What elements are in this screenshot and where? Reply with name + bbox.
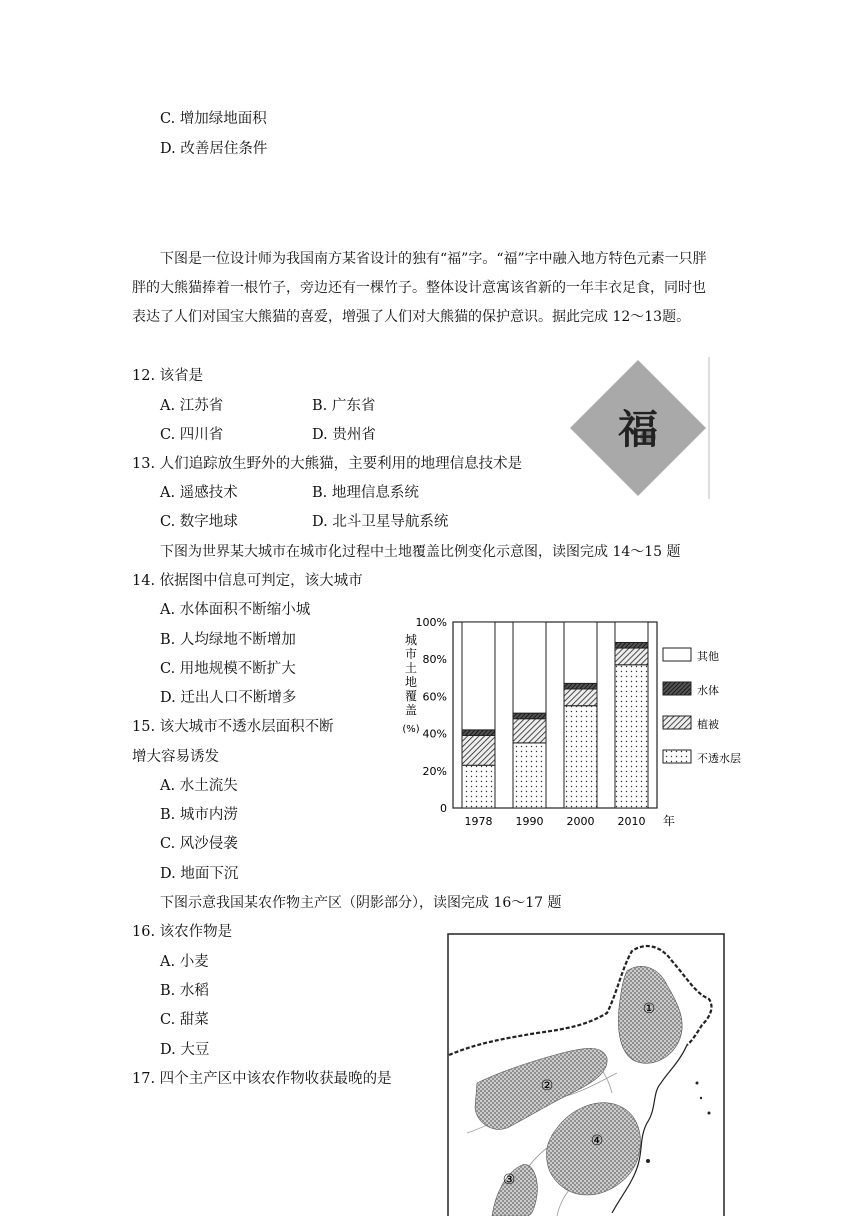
- chart-legend-label: 其他: [697, 650, 719, 663]
- chart-bar-1978-不透水层: [462, 765, 495, 808]
- chart-ylabel-char: 市: [404, 647, 418, 661]
- q15-stem-line1: 15. 该大城市不透水层面积不断: [132, 719, 334, 735]
- q15-stem-line2: 增大容易诱发: [132, 749, 219, 765]
- q15-option-d: D. 地面下沉: [160, 866, 239, 882]
- chart-xtick-label: 2000: [566, 815, 595, 828]
- q13-option-b: B. 地理信息系统: [312, 485, 419, 501]
- chart-legend-swatch: [663, 648, 691, 661]
- q14-option-c: C. 用地规模不断扩大: [160, 661, 296, 677]
- crop-region-map: [447, 933, 725, 1216]
- chart-bar-1978-植被: [462, 735, 495, 765]
- chart-ytick-label: 20%: [422, 764, 447, 778]
- chart-bar-1990-植被: [513, 719, 546, 743]
- q14-option-a: A. 水体面积不断缩小城: [160, 602, 311, 618]
- q14-stem: 14. 依据图中信息可判定，该大城市: [132, 573, 363, 589]
- chart-legend-swatch: [663, 716, 691, 729]
- q16-option-b: B. 水稻: [160, 983, 209, 999]
- chart-bar-2000-植被: [564, 689, 597, 706]
- region-1-label: ①: [642, 1001, 656, 1017]
- q14-option-b: B. 人均绿地不断增加: [160, 632, 296, 648]
- chart-ytick-label: 80%: [422, 653, 447, 667]
- q15-option-c: C. 风沙侵袭: [160, 836, 238, 852]
- q16-option-a: A. 小麦: [160, 954, 209, 970]
- q13-option-c: C. 数字地球: [160, 514, 238, 530]
- chart-bar-1990-水体: [513, 713, 546, 719]
- q14-option-d: D. 迁出人口不断增多: [160, 690, 297, 706]
- fu-char-glyph: 福: [618, 407, 658, 453]
- q12-option-a: A. 江苏省: [160, 398, 224, 414]
- chart-ytick-label: 100%: [415, 616, 447, 629]
- chart-y-axis-label: [402, 633, 419, 735]
- q17-stem: 17. 四个主产区中该农作物收获最晚的是: [132, 1071, 392, 1087]
- chart-ylabel-char: 土: [404, 661, 418, 675]
- chart-bar-2010-水体: [615, 642, 648, 648]
- region-3-label: ③: [502, 1172, 516, 1188]
- chart-ylabel-char: 城: [404, 633, 418, 647]
- q13-stem: 13. 人们追踪放生野外的大熊猫，主要利用的地理信息技术是: [132, 456, 523, 472]
- chart-bar-1990-不透水层: [513, 743, 546, 808]
- chart-legend-swatch: [663, 682, 691, 695]
- intro-12-13: 下图是一位设计师为我国南方某省设计的独有“福”字。“福”字中融入地方特色元素一只胖胖的大熊猫捧着一根竹子，旁边还有一棵竹子。整体设计意寓该省新的一年丰衣足食，同时也表达了人们对国宝大熊猫的喜爱，增强了人们对大熊猫的保护意识。据此完成 12～13题。: [132, 251, 707, 325]
- chart-ytick-label: 40%: [422, 727, 447, 741]
- q15-option-b: B. 城市内涝: [160, 807, 238, 823]
- chart-xtick-label: 1978: [464, 815, 493, 828]
- land-cover-chart-svg: [395, 610, 765, 832]
- chart-bar-2010-不透水层: [615, 665, 648, 808]
- fu-character-image: [566, 357, 712, 499]
- chart-bar-2010-其他: [615, 622, 648, 642]
- chart-legend-label: 水体: [697, 684, 719, 697]
- chart-bar-1978-其他: [462, 622, 495, 730]
- chart-ylabel-unit: (%): [402, 724, 420, 735]
- q13-option-a: A. 遥感技术: [160, 485, 238, 501]
- region-2-label: ②: [540, 1078, 554, 1094]
- land-cover-chart: [395, 610, 765, 832]
- q13-option-d: D. 北斗卫星导航系统: [312, 514, 449, 530]
- q16-stem: 16. 该农作物是: [132, 924, 233, 940]
- q12-option-d: D. 贵州省: [312, 427, 376, 443]
- chart-ytick-label: 60%: [422, 690, 447, 704]
- q15-option-a: A. 水土流失: [160, 778, 238, 794]
- chart-bar-1978-水体: [462, 730, 495, 736]
- chart-ylabel-char: 地: [404, 675, 418, 689]
- chart-bar-2000-水体: [564, 683, 597, 689]
- q12-stem: 12. 该省是: [132, 368, 204, 384]
- chart-ylabel-char: 盖: [404, 703, 418, 717]
- intro-16-17: 下图示意我国某农作物主产区（阴影部分），读图完成 16～17 题: [160, 895, 562, 911]
- region-4-label: ④: [590, 1133, 604, 1149]
- chart-legend-label: 不透水层: [697, 752, 741, 765]
- q16-option-d: D. 大豆: [160, 1042, 210, 1058]
- intro-14-15: 下图为世界某大城市在城市化过程中土地覆盖比例变化示意图，读图完成 14～15 题: [160, 544, 681, 560]
- panda-motif-icon: [640, 430, 656, 444]
- chart-ylabel-char: 覆: [404, 689, 418, 703]
- q12-option-c: C. 四川省: [160, 427, 224, 443]
- chart-xtick-label: 2010: [617, 815, 646, 828]
- chart-bar-1990-其他: [513, 622, 546, 713]
- q12-option-b: B. 广东省: [312, 398, 376, 414]
- chart-bar-2010-植被: [615, 648, 648, 665]
- chart-bar-2000-不透水层: [564, 706, 597, 808]
- chart-bar-2000-其他: [564, 622, 597, 683]
- q16-option-c: C. 甜菜: [160, 1012, 209, 1028]
- chart-xtick-label: 1990: [515, 815, 544, 828]
- q11-option-d: D. 改善居住条件: [160, 141, 268, 157]
- q11-option-c: C. 增加绿地面积: [160, 111, 267, 127]
- chart-legend-label: 植被: [697, 718, 719, 731]
- chart-legend-swatch: [663, 750, 691, 763]
- chart-ytick-label: 0: [440, 802, 447, 815]
- chart-x-unit: 年: [662, 814, 676, 828]
